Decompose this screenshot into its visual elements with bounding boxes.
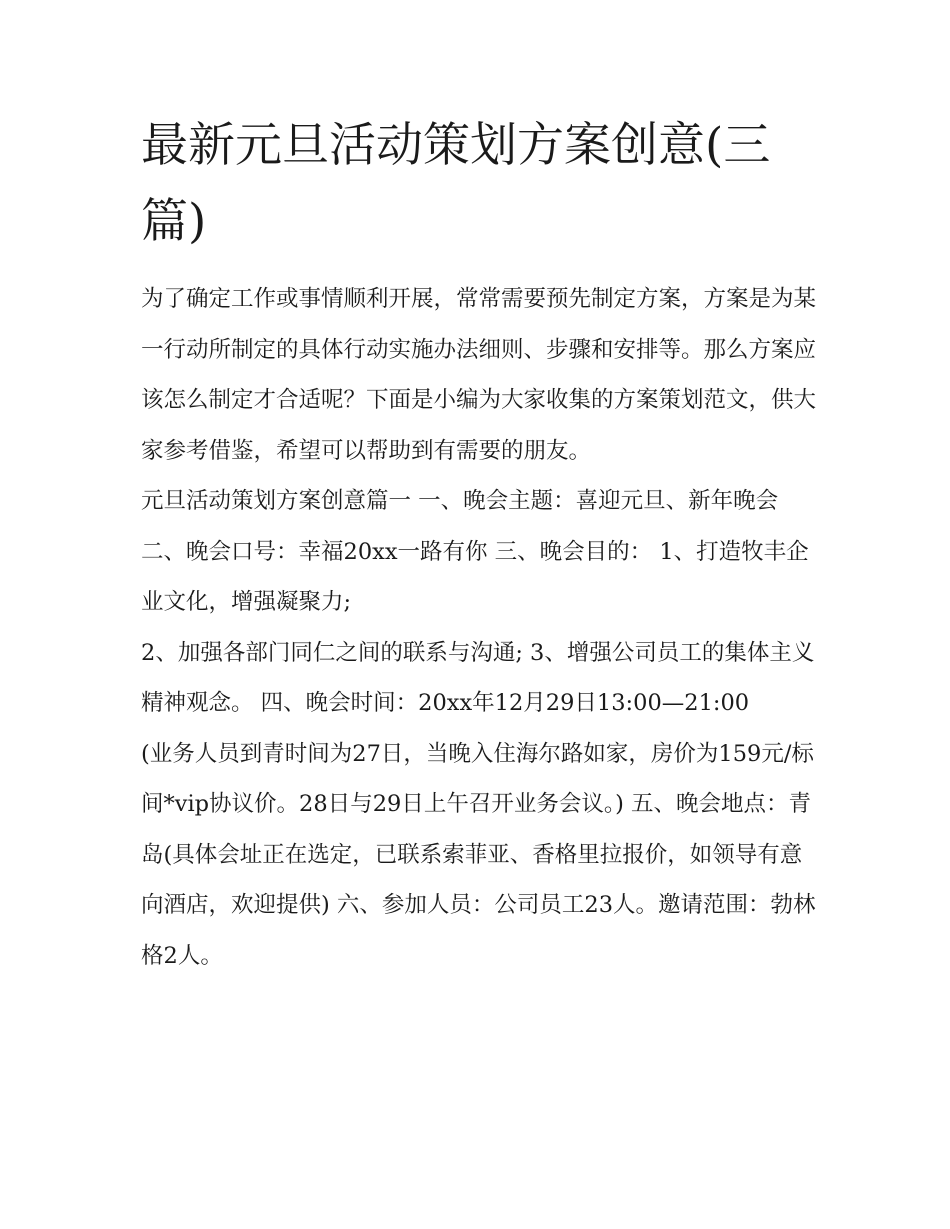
document-title: 最新元旦活动策划方案创意(三篇) (141, 118, 771, 249)
section-goals-paragraph: 2、加强各部门同仁之间的联系与沟通; 3、增强公司员工的集体主义精神观念。 四、晚会时间：20xx年12月29日13:00—21:00 (141, 639, 815, 716)
intro-paragraph: 为了确定工作或事情顺利开展，常常需要预先制定方案，方案是为某一行动所制定的具体行动实施办法细则、步骤和安排等。那么方案应该怎么制定才合适呢？下面是小编为大家收集的方案策划范文，供大家参考借鉴，希望可以帮助到有需要的朋友。 (141, 286, 817, 464)
document-page (141, 108, 817, 981)
section-one-paragraph: 元旦活动策划方案创意篇一 一、晚会主题：喜迎元旦、新年晚会 二、晚会口号：幸福20xx一路有你 三、晚会目的： 1、打造牧丰企业文化，增强凝聚力; (141, 488, 809, 615)
section-venue-paragraph: (业务人员到青时间为27日，当晚入住海尔路如家，房价为159元/标间*vip协议价。28日与29日上午召开业务会议。) 五、晚会地点：青岛(具体会址正在选定，已联系索菲亚、香格里拉报价，如领导有意向酒店，欢迎提供) 六、参加人员：公司员工23人。邀请范围：勃林格2人。 (141, 740, 816, 969)
